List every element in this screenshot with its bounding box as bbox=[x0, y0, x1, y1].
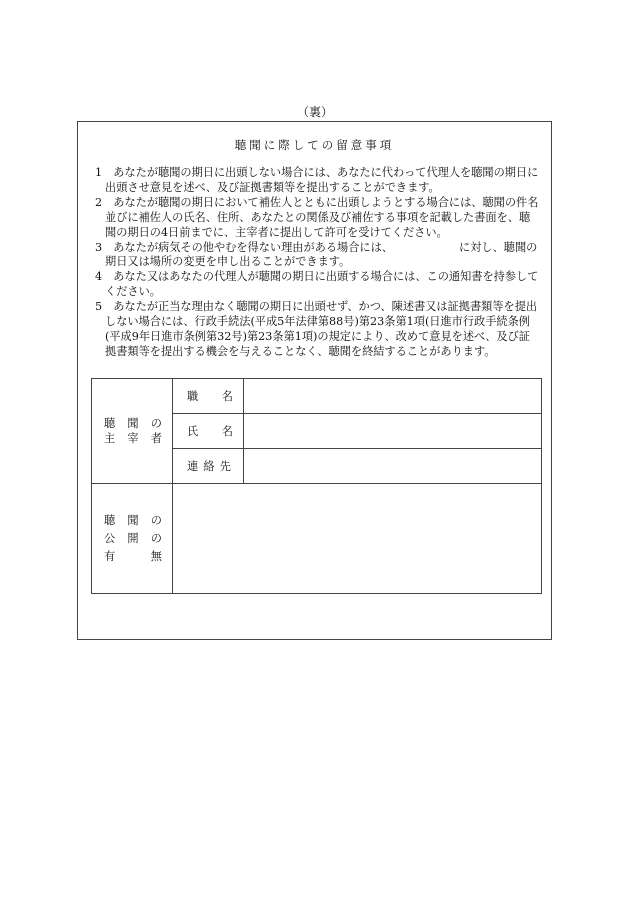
notice-item-4: 4 あなた又はあなたの代理人が聴聞の期日に出頭する場合には、この通知書を持参してください。 bbox=[95, 270, 539, 299]
notice-heading: 聴聞に際しての留意事項 bbox=[234, 138, 395, 152]
presider-label-cell bbox=[92, 379, 173, 484]
presider-label-line-1: 聴 聞 の bbox=[104, 416, 162, 430]
notice-item-3-before: 3 あなたが病気その他やむを得ない理由がある場合には、 bbox=[95, 240, 393, 254]
title-label-cell: 職 名 bbox=[173, 379, 244, 414]
public-value-cell bbox=[173, 484, 542, 594]
notice-item-3 bbox=[95, 241, 541, 271]
name-label-cell: 氏 名 bbox=[173, 414, 244, 449]
contact-value-cell bbox=[244, 449, 542, 484]
notice-items bbox=[95, 166, 541, 360]
contact-label-cell: 連 絡 先 bbox=[173, 449, 244, 484]
presider-label-line-2: 主 宰 者 bbox=[104, 432, 162, 445]
notice-item-5: 5 あなたが正当な理由なく聴聞の期日に出頭せず、かつ、陳述書又は証拠書類等を提出しない場合には、行政手続法(平成5年法律第88号)第23条第1項(日進市行政手続条例(平成9年日進市条例第32号)第23条第1項)の規定により、改めて意見を述べ、及び証拠書類等を提出する機会を与えることなく、聴聞を終結することがあります。 bbox=[95, 300, 538, 358]
notice-item-3-after: に対し、聴聞の期日又は場所の変更を申し出ることができます。 bbox=[105, 240, 538, 269]
page-side-label: （裏） bbox=[296, 105, 333, 119]
notice-frame bbox=[77, 121, 552, 640]
notice-item-2: 2 あなたが聴聞の期日において補佐人とともに出頭しようとする場合には、聴聞の件名並びに補佐人の氏名、住所、あなたとの関係及び補佐する事項を記載した書面を、聴聞の期日の4日前までに、主宰者に提出して許可を受けてください。 bbox=[95, 195, 539, 239]
title-value-cell bbox=[244, 379, 542, 414]
name-value-cell bbox=[244, 414, 542, 449]
public-label-cell: 聴 聞 の 公 開 の 有 無 bbox=[92, 484, 173, 594]
notice-item-1: 1 あなたが聴聞の期日に出頭しない場合には、あなたに代わって代理人を聴聞の期日に出頭させ意見を述べ、及び証拠書類等を提出することができます。 bbox=[95, 166, 539, 194]
presider-table bbox=[91, 378, 542, 594]
